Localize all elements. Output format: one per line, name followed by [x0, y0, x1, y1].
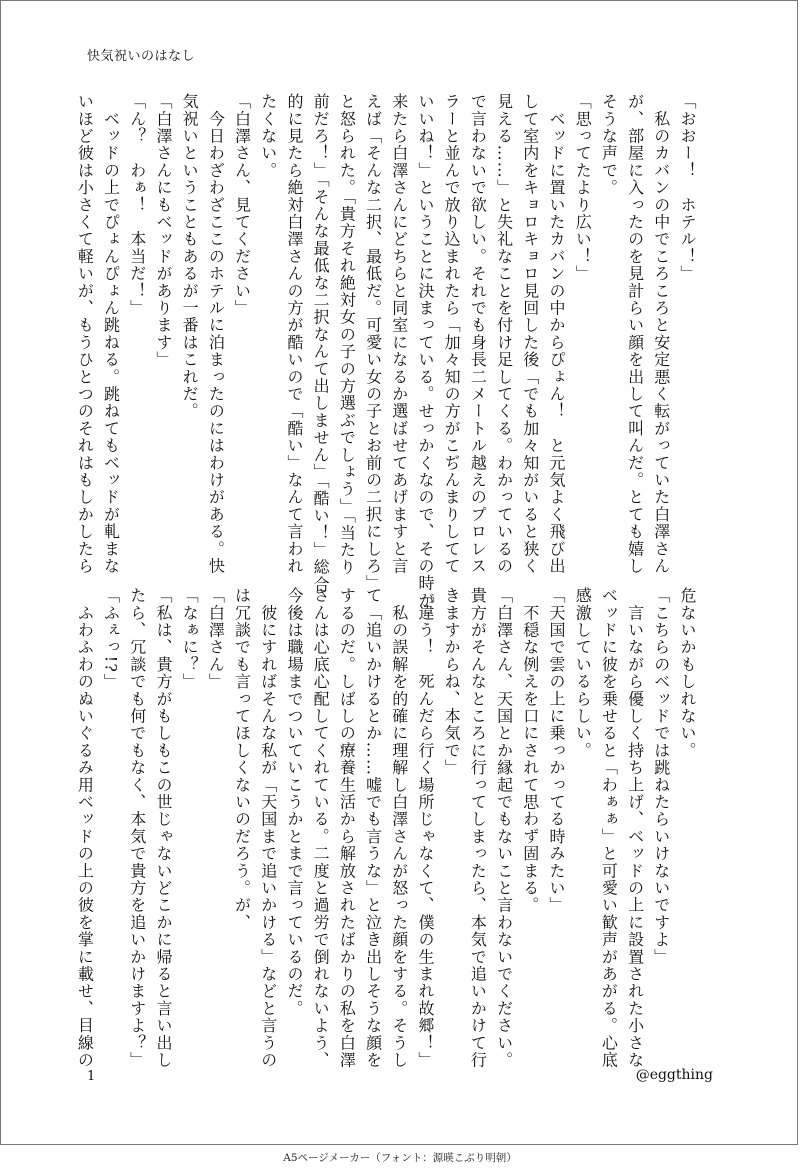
top-text-block	[71, 93, 700, 609]
text-line: と怒られた。「貴方それ絶対女の子の方選ぶでしょう」「当たり	[337, 93, 357, 576]
text-line: 私の誤解を的確に理解し白澤さんが怒った顔をする。そうし	[389, 587, 409, 1069]
text-line: 不穏な例えを口にされて思わず固まる。	[520, 587, 540, 914]
text-line: きますからね、本気で」	[442, 587, 462, 777]
text-line: たくない。	[258, 93, 278, 179]
text-line: 貴方がそんなところに行ってしまったら、本気で追いかけて行	[468, 587, 488, 1069]
text-line: 今日わざわざここのホテルに泊まったのにはわけがある。快	[206, 93, 226, 575]
text-line: ベッドに彼を乗せると「わぁぁ」と可愛い歓声があがる。心底	[599, 587, 619, 1069]
text-line: 私のカバンの中でころころと安定悪く転がっていた白澤さん	[651, 93, 671, 575]
text-line: 前だろ！」「そんな最低な二択なんて出しません」「酷い！」総合	[311, 93, 331, 593]
text-line: て「追いかけるとか……嘘でも言うな」と泣き出しそうな顔を	[363, 587, 383, 1069]
text-line: 「白澤さん、天国とか縁起でもないこと言わないでください。	[494, 587, 514, 1069]
text-line: 「おおー！ ホテル！」	[678, 93, 697, 283]
text-line: そうな声で。	[599, 93, 619, 197]
text-line: 今後は職場までついていこうかとまで言っているのだ。	[284, 587, 304, 1017]
text-line: いいね！」ということに決まっている。せっかくなので、その時が	[415, 93, 435, 609]
text-line: 的に見たら絶対白澤さんの方が酷いので「酷い」なんて言われ	[284, 93, 304, 575]
page-number: 1	[87, 1069, 96, 1084]
text-line: ベッドに置いたカバンの中からぴょん！ と元気よく飛び出	[546, 93, 566, 575]
text-line: 「白澤さんにもベッドがあります」	[153, 93, 173, 369]
text-line: 「違う！ 死んだら行く場所じゃなくて、僕の生まれ故郷！」	[415, 587, 435, 1069]
text-line: が、部屋に入ったのを見計らい顔を出して叫んだ。とても嬉し	[625, 93, 645, 575]
text-line: 「白澤さん」	[206, 587, 226, 691]
text-line: ふわふわのぬいぐるみ用ベッドの上の彼を掌に載せ、目線の	[75, 587, 95, 1069]
text-line: たら、冗談でも何でもなく、本気で貴方を追いかけますよ？」	[127, 587, 147, 1069]
text-line: ラーと並んで放り込まれたら「加々知の方がこぢんまりしてて	[442, 93, 462, 575]
text-line: 「私は、貴方がもしもこの世じゃないどこかに帰ると言い出し	[153, 587, 173, 1069]
bottom-text-block	[71, 587, 700, 1069]
text-line: 「こちらのベッドでは跳ねたらいけないですよ」	[651, 587, 671, 966]
text-line: えば「そんな二択、最低だ。可愛い女の子とお前の二択にしろ」	[363, 93, 383, 592]
text-line: 「ふぇっ!?」	[101, 587, 121, 691]
text-line: 気祝いということもあるが一番はこれだ。	[180, 93, 200, 420]
text-line: 危ないかもしれない。	[678, 587, 697, 759]
text-line: 感激しているらしい。	[573, 587, 593, 759]
text-line: 彼にすればそんな私が「天国まで追いかける」などと言うの	[258, 587, 278, 1069]
text-line: 見える……」と失礼なことを付け足してくる。わかっているの	[494, 93, 514, 575]
text-line: するのだ。しばしの療養生活から解放されたばかりの私を白澤	[337, 587, 357, 1069]
text-line: で言わないで欲しい。それでも身長二メートル越えのプロレス	[468, 93, 488, 575]
text-line: さんは心底心配してくれている。二度と過労で倒れないよう、	[311, 587, 331, 1069]
text-line: 「なぁに？」	[180, 587, 200, 691]
author-handle: @eggthing	[635, 1067, 713, 1083]
text-line: して室内をキョロキョロ見回した後「でも加々知がいると狭く	[520, 93, 540, 575]
text-line: 言いながら優しく持ち上げ、ベッドの上に設置された小さな	[625, 587, 645, 1069]
text-line: 「思ってたより広い！」	[573, 93, 593, 283]
running-title: 快気祝いのはなし	[87, 49, 196, 64]
text-line: 来たら白澤さんにどちらと同室になるか選ばせてあげますと言	[389, 93, 409, 575]
text-line: 「ん？ わぁ！ 本当だ！」	[127, 93, 147, 317]
text-line: 「天国で雲の上に乗っかってる時みたい」	[546, 587, 566, 914]
generator-caption: A5ページメーカー（フォント：源暎こぶり明朝）	[283, 1152, 517, 1164]
text-line: は冗談でも言ってほしくないのだろう。が、	[232, 587, 252, 931]
text-line: 「白澤さん、見てください」	[232, 93, 252, 317]
text-line: いほど彼は小さくて軽いが、もうひとつのそれはもしかしたら	[75, 93, 95, 575]
text-line: ベッドの上でぴょんぴょん跳ねる。跳ねてもベッドが軋まな	[101, 93, 121, 575]
